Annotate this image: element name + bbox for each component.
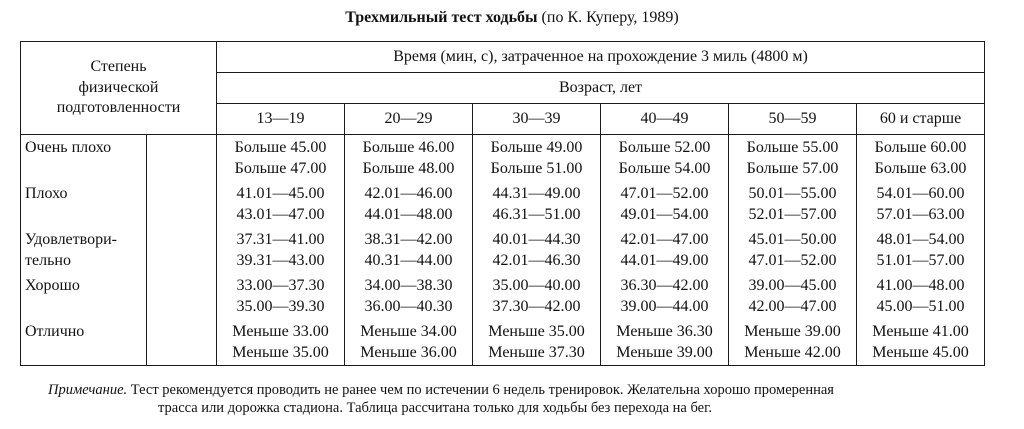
male-value: 34.00—38.30 <box>364 277 453 294</box>
male-value: 41.01—45.00 <box>236 185 325 202</box>
female-value: Меньше 36.00 <box>360 343 457 361</box>
value-cell <box>729 319 857 366</box>
fitness-level-label: Хорошо <box>25 277 80 294</box>
fitness-level-label-cont <box>21 343 146 364</box>
table-title-source: (по К. Куперу, 1989) <box>537 9 679 26</box>
fitness-level-label-cont <box>21 159 146 180</box>
header-age-13-19: 13—19 <box>217 104 345 135</box>
female-value: Больше 63.00 <box>874 159 967 177</box>
female-value: 35.00—39.30 <box>236 297 325 315</box>
male-value: 47.01—52.00 <box>620 185 709 202</box>
male-value: 38.31—42.00 <box>364 231 453 248</box>
fitness-level-cell <box>21 181 147 227</box>
female-value: Меньше 45.00 <box>872 343 969 361</box>
sex-female-label <box>147 159 216 180</box>
value-cell <box>473 227 601 273</box>
male-value: Меньше 36.30 <box>616 323 713 340</box>
value-cell <box>473 319 601 366</box>
value-cell <box>601 273 729 319</box>
header-fitness-level <box>21 42 217 135</box>
male-value: 33.00—37.30 <box>236 277 325 294</box>
table-row <box>21 319 985 366</box>
sex-cell <box>147 135 217 182</box>
female-value: 39.31—43.00 <box>236 251 325 269</box>
value-cell <box>473 273 601 319</box>
table-row <box>21 181 985 227</box>
value-cell <box>857 273 985 319</box>
sex-male-label <box>147 276 216 297</box>
fitness-level-cell <box>21 227 147 273</box>
male-value: Больше 55.00 <box>746 139 839 156</box>
female-value: 36.00—40.30 <box>364 297 453 315</box>
female-value: 49.01—54.00 <box>620 205 709 223</box>
value-cell <box>473 135 601 182</box>
female-value: 44.01—49.00 <box>620 251 709 269</box>
sex-cell <box>147 273 217 319</box>
value-cell <box>601 135 729 182</box>
fitness-level-label-cont <box>21 205 146 226</box>
sex-cell <box>147 319 217 366</box>
sex-female-label <box>147 251 216 272</box>
value-cell <box>601 319 729 366</box>
walking-test-table <box>20 41 985 366</box>
female-value: 45.00—51.00 <box>876 297 965 315</box>
sex-male-label <box>147 138 216 159</box>
female-value: 51.01—57.00 <box>876 251 965 269</box>
sex-female-label <box>147 297 216 318</box>
value-cell <box>217 135 345 182</box>
male-value: Меньше 41.00 <box>872 323 969 340</box>
table-row <box>21 227 985 273</box>
male-value: 45.01—50.00 <box>748 231 837 248</box>
fitness-level-label: Плохо <box>25 185 68 202</box>
header-time-caption: Время (мин, с), затраченное на прохождение 3 миль (4800 м) <box>217 42 985 73</box>
female-value: 44.01—48.00 <box>364 205 453 223</box>
male-value: Меньше 33.00 <box>232 323 329 340</box>
female-value: Меньше 39.00 <box>616 343 713 361</box>
sex-female-label <box>147 343 216 364</box>
male-value: 48.01—54.00 <box>876 231 965 248</box>
value-cell <box>345 181 473 227</box>
value-cell <box>857 181 985 227</box>
female-value: 37.30—42.00 <box>492 297 581 315</box>
male-value: Меньше 35.00 <box>488 323 585 340</box>
male-value: Больше 49.00 <box>490 139 583 156</box>
sex-cell <box>147 227 217 273</box>
female-value: 57.01—63.00 <box>876 205 965 223</box>
header-age-caption: Возраст, лет <box>217 73 985 104</box>
female-value: Меньше 37.30 <box>488 343 585 361</box>
female-value: 52.01—57.00 <box>748 205 837 223</box>
female-value: Больше 47.00 <box>234 159 327 177</box>
value-cell <box>473 181 601 227</box>
value-cell <box>345 135 473 182</box>
header-age-50-59: 50—59 <box>729 104 857 135</box>
table-title <box>0 8 1024 28</box>
sex-male-label <box>147 184 216 205</box>
value-cell <box>217 273 345 319</box>
female-value: 42.01—46.30 <box>492 251 581 269</box>
note-label: Примечание. <box>48 382 128 398</box>
value-cell <box>217 227 345 273</box>
sex-male-label <box>147 230 216 251</box>
male-value: 44.31—49.00 <box>492 185 581 202</box>
header-age-30-39: 30—39 <box>473 104 601 135</box>
female-value: Меньше 35.00 <box>232 343 329 361</box>
table-title-main: Трехмильный тест ходьбы <box>345 9 538 26</box>
fitness-level-cell <box>21 319 147 366</box>
value-cell <box>729 181 857 227</box>
value-cell <box>217 181 345 227</box>
male-value: 39.00—45.00 <box>748 277 837 294</box>
fitness-level-cell <box>21 273 147 319</box>
value-cell <box>729 273 857 319</box>
female-value: Больше 54.00 <box>618 159 711 177</box>
value-cell <box>729 227 857 273</box>
male-value: Меньше 39.00 <box>744 323 841 340</box>
female-value: 39.00—44.00 <box>620 297 709 315</box>
value-cell <box>729 135 857 182</box>
sex-cell <box>147 181 217 227</box>
male-value: Меньше 34.00 <box>360 323 457 340</box>
female-value: Меньше 42.00 <box>744 343 841 361</box>
female-value: Больше 51.00 <box>490 159 583 177</box>
value-cell <box>857 319 985 366</box>
fitness-level-label: Отлично <box>25 323 85 340</box>
value-cell <box>345 319 473 366</box>
value-cell <box>857 135 985 182</box>
female-value: 43.01—47.00 <box>236 205 325 223</box>
header-age-40-49: 40—49 <box>601 104 729 135</box>
male-value: Больше 46.00 <box>362 139 455 156</box>
value-cell <box>601 181 729 227</box>
fitness-level-label-cont <box>21 297 146 318</box>
fitness-level-label: Очень плохо <box>25 139 112 156</box>
table-row <box>21 135 985 182</box>
female-value: 46.31—51.00 <box>492 205 581 223</box>
header-fitness-level-line: физической <box>78 78 159 96</box>
header-fitness-level-line: Степень <box>90 58 147 76</box>
male-value: 35.00—40.00 <box>492 277 581 294</box>
header-fitness-level-line: подготовленности <box>56 99 181 117</box>
table-note <box>48 381 1008 417</box>
value-cell <box>217 319 345 366</box>
value-cell <box>345 227 473 273</box>
male-value: 54.01—60.00 <box>876 185 965 202</box>
male-value: 41.00—48.00 <box>876 277 965 294</box>
male-value: 50.01—55.00 <box>748 185 837 202</box>
female-value: Больше 57.00 <box>746 159 839 177</box>
value-cell <box>601 227 729 273</box>
header-age-60-plus: 60 и старше <box>857 104 985 135</box>
male-value: Больше 45.00 <box>234 139 327 156</box>
male-value: 36.30—42.00 <box>620 277 709 294</box>
male-value: 37.31—41.00 <box>236 231 325 248</box>
note-text-line1: Тест рекомендуется проводить не ранее чем по истечении 6 недель тренировок. Желательна хорошо промеренная <box>127 382 834 398</box>
male-value: 42.01—47.00 <box>620 231 709 248</box>
female-value: 47.01—52.00 <box>748 251 837 269</box>
female-value: Больше 48.00 <box>362 159 455 177</box>
sex-male-label <box>147 322 216 343</box>
fitness-level-label-cont: тельно <box>25 251 71 269</box>
note-text-line2: трасса или дорожка стадиона. Таблица рассчитана только для ходьбы без перехода на бег. <box>158 400 713 416</box>
header-age-20-29: 20—29 <box>345 104 473 135</box>
female-value: 40.31—44.00 <box>364 251 453 269</box>
fitness-level-cell <box>21 135 147 182</box>
value-cell <box>857 227 985 273</box>
fitness-level-label: Удовлетвори- <box>25 231 117 248</box>
value-cell <box>345 273 473 319</box>
male-value: 40.01—44.30 <box>492 231 581 248</box>
table-row <box>21 273 985 319</box>
male-value: Больше 60.00 <box>874 139 967 156</box>
female-value: 42.00—47.00 <box>748 297 837 315</box>
male-value: 42.01—46.00 <box>364 185 453 202</box>
male-value: Больше 52.00 <box>618 139 711 156</box>
sex-female-label <box>147 205 216 226</box>
